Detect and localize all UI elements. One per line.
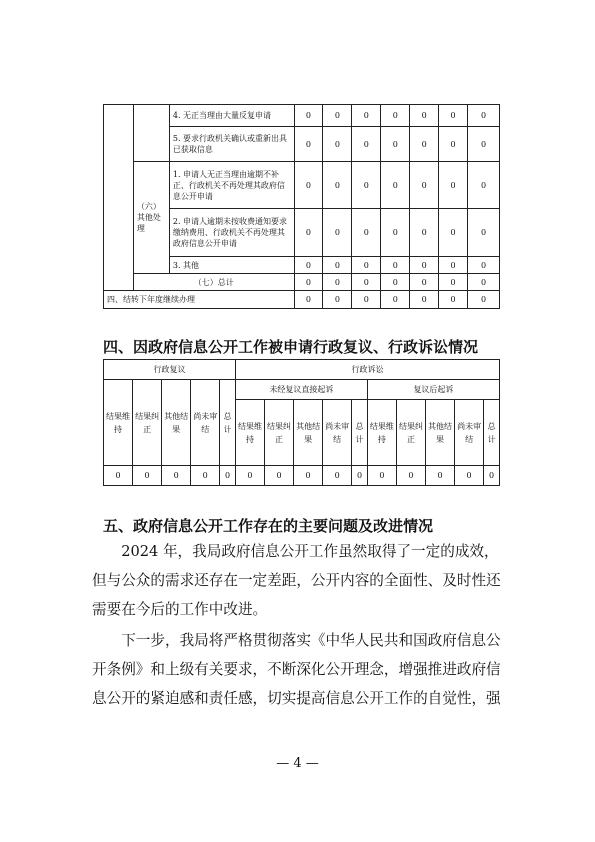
cell-value: 0 xyxy=(455,466,484,486)
cell-value: 0 xyxy=(323,274,352,291)
cell-value: 0 xyxy=(294,209,323,257)
lit-col-header: 结果维持 xyxy=(235,400,264,466)
section-5-heading: 五、政府信息公开工作存在的主要问题及改进情况 xyxy=(103,517,434,535)
row-label: 1. 申请人无正当理由逾期不补正、行政机关不再处理其政府信息公开申请 xyxy=(169,162,294,209)
group-label-other-handling: （六）其他处理 xyxy=(133,162,169,274)
cell-value: 0 xyxy=(381,257,410,274)
cell-value: 0 xyxy=(191,466,220,486)
cell-value: 0 xyxy=(294,162,323,209)
cell-value: 0 xyxy=(367,466,396,486)
cell-value: 0 xyxy=(294,257,323,274)
paragraph-next-steps: 下一步，我局将严格贯彻落实《中华人民共和国政府信息公开条例》和上级有关要求，不断深化公开理念，增强推进政府信息公开的紧迫感和责任感，切实提高信息公开工作的自觉性，强 xyxy=(92,632,501,707)
cell-value: 0 xyxy=(323,209,352,257)
cell-value: 0 xyxy=(294,127,323,162)
lit-col-header: 总计 xyxy=(352,400,368,466)
lit-col-header: 总计 xyxy=(484,400,500,466)
cell-value: 0 xyxy=(381,127,410,162)
cell-value: 0 xyxy=(352,105,381,127)
cell-value: 0 xyxy=(439,257,468,274)
table-row xyxy=(104,162,500,209)
cell-value: 0 xyxy=(323,127,352,162)
cell-value: 0 xyxy=(410,162,439,209)
lit-col-header: 结果纠正 xyxy=(265,400,294,466)
review-col-header: 结果维持 xyxy=(104,380,133,466)
lit-col-header: 结果纠正 xyxy=(396,400,425,466)
cell-value: 0 xyxy=(323,162,352,209)
table-row xyxy=(104,105,500,127)
row-label: 4. 无正当理由大量反复申请 xyxy=(169,105,294,127)
page-number: — 4 — xyxy=(276,756,319,771)
cell-value: 0 xyxy=(468,105,500,127)
row-label: 5. 要求行政机关确认或重新出具已获取信息 xyxy=(169,127,294,162)
cell-value: 0 xyxy=(352,162,381,209)
cell-value: 0 xyxy=(426,466,455,486)
cell-value: 0 xyxy=(381,105,410,127)
cell-value: 0 xyxy=(381,209,410,257)
cell-value: 0 xyxy=(381,162,410,209)
cell-value: 0 xyxy=(410,105,439,127)
table-row xyxy=(104,466,500,486)
lit-col-header: 其他结果 xyxy=(426,400,455,466)
paragraph-status: 2024 年，我局政府信息公开工作虽然取得了一定的成效，但与公众的需求还存在一定差距，公开内容的全面性、及时性还需要在今后的工作中改进。 xyxy=(92,543,501,618)
cell-value: 0 xyxy=(410,291,439,309)
cell-value: 0 xyxy=(294,466,323,486)
cell-value: 0 xyxy=(381,291,410,309)
cell-value: 0 xyxy=(323,257,352,274)
row-label-total: （七）总计 xyxy=(133,274,294,291)
table-row xyxy=(104,380,500,400)
cell-value: 0 xyxy=(468,162,500,209)
cell-value: 0 xyxy=(235,466,264,486)
row-label-carryover: 四、结转下年度继续办理 xyxy=(104,291,295,309)
cell-value: 0 xyxy=(439,291,468,309)
cell-value: 0 xyxy=(439,274,468,291)
table-row xyxy=(104,274,500,291)
cell-value: 0 xyxy=(294,274,323,291)
cell-value: 0 xyxy=(468,127,500,162)
cell-value: 0 xyxy=(439,127,468,162)
cell-value: 0 xyxy=(323,105,352,127)
cell-value: 0 xyxy=(410,257,439,274)
review-header: 行政复议 xyxy=(104,360,236,380)
direct-lawsuit-header: 未经复议直接起诉 xyxy=(235,380,367,400)
cell-value: 0 xyxy=(265,466,294,486)
cell-value: 0 xyxy=(352,274,381,291)
cell-value: 0 xyxy=(410,274,439,291)
blank-cell xyxy=(104,105,134,291)
cell-value: 0 xyxy=(396,466,425,486)
lit-col-header: 尚未审结 xyxy=(455,400,484,466)
response-results-table xyxy=(103,104,500,309)
cell-value: 0 xyxy=(439,162,468,209)
cell-value: 0 xyxy=(381,274,410,291)
review-litigation-table xyxy=(103,359,500,486)
cell-value: 0 xyxy=(104,466,133,486)
cell-value: 0 xyxy=(294,291,323,309)
cell-value: 0 xyxy=(468,291,500,309)
cell-value: 0 xyxy=(468,209,500,257)
cell-value: 0 xyxy=(439,209,468,257)
cell-value: 0 xyxy=(162,466,191,486)
cell-value: 0 xyxy=(468,257,500,274)
review-col-header: 总计 xyxy=(220,380,236,466)
table-row xyxy=(104,360,500,380)
section-4-heading: 四、因政府信息公开工作被申请行政复议、行政诉讼情况 xyxy=(103,338,479,356)
after-review-header: 复议后起诉 xyxy=(367,380,499,400)
lit-col-header: 尚未审结 xyxy=(323,400,352,466)
cell-value: 0 xyxy=(468,274,500,291)
cell-value: 0 xyxy=(323,466,352,486)
cell-value: 0 xyxy=(352,466,368,486)
review-col-header: 结果纠正 xyxy=(133,380,162,466)
blank-cell xyxy=(133,105,169,162)
cell-value: 0 xyxy=(484,466,500,486)
row-label: 3. 其他 xyxy=(169,257,294,274)
cell-value: 0 xyxy=(410,209,439,257)
cell-value: 0 xyxy=(220,466,236,486)
litigation-header: 行政诉讼 xyxy=(235,360,499,380)
cell-value: 0 xyxy=(352,209,381,257)
lit-col-header: 其他结果 xyxy=(294,400,323,466)
cell-value: 0 xyxy=(294,105,323,127)
lit-col-header: 结果维持 xyxy=(367,400,396,466)
cell-value: 0 xyxy=(352,257,381,274)
cell-value: 0 xyxy=(133,466,162,486)
cell-value: 0 xyxy=(352,127,381,162)
review-col-header: 尚未审结 xyxy=(191,380,220,466)
cell-value: 0 xyxy=(439,105,468,127)
cell-value: 0 xyxy=(352,291,381,309)
cell-value: 0 xyxy=(410,127,439,162)
review-col-header: 其他结果 xyxy=(162,380,191,466)
row-label: 2. 申请人逾期未按收费通知要求缴纳费用、行政机关不再处理其政府信息公开申请 xyxy=(169,209,294,257)
cell-value: 0 xyxy=(323,291,352,309)
table-row xyxy=(104,291,500,309)
